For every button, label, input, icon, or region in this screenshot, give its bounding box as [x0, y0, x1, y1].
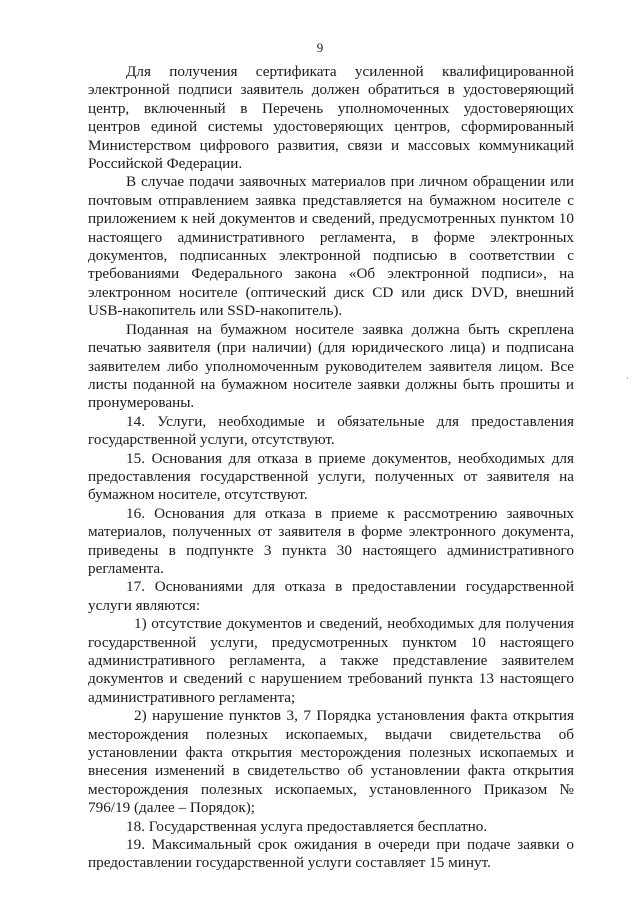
- clause-18: 18. Государственная услуга предоставляется бесплатно.: [126, 817, 488, 835]
- paragraph-paper-submission: В случае подачи заявочных материалов при личном обращении или почтовым отправлением заявка представляется на бумажном носителе с приложением к ней документов и сведений, предусмотренных пунктом 10 настоящего административного регламента, в форме электронных документов, подписанных электронной подписью в соответствии с требованиями Федерального закона «Об электронной подписи», на электронном носителе (оптический диск CD или диск DVD, внешний USB-накопитель или SSD-накопитель).: [88, 173, 574, 320]
- clause-15: 15. Основания для отказа в приеме документов, необходимых для предоставления государственной услуги, полученных от заявителя на бумажном носителе, отсутствуют.: [88, 449, 574, 504]
- clause-16: 16. Основания для отказа в приеме к рассмотрению заявочных материалов, полученных от заявителя в форме электронного документа, приведены в подпункте 3 пункта 30 настоящего административного регламента.: [88, 504, 574, 577]
- page-number: 9: [316, 40, 324, 55]
- clause-14: 14. Услуги, необходимые и обязательные для предоставления государственной услуги, отсутствуют.: [88, 412, 574, 449]
- document-body: [88, 63, 574, 873]
- clause-17-item-2: 2) нарушение пунктов 3, 7 Порядка установления факта открытия месторождения полезных ископаемых, выдачи свидетельства об установлении факта открытия месторождения полезных ископаемых и внесения изменений в свидетельство об установлении факта открытия месторождения полезных ископаемых, установленного Приказом № 796/19 (далее – Порядок);: [88, 707, 574, 817]
- clause-17-item-1: 1) отсутствие документов и сведений, необходимых для получения государственной услуги, предусмотренных пунктом 10 настоящего административного регламента, а также представление заявителем документов и сведений с нарушением требований пункта 13 настоящего административного регламента;: [88, 615, 574, 706]
- paragraph-paper-requirements: Поданная на бумажном носителе заявка должна быть скреплена печатью заявителя (при наличии) (для юридического лица) и подписана заявителем либо уполномоченным руководителем заявителя лицом. Все листы поданной на бумажном носителе заявки должны быть прошиты и пронумерованы.: [88, 320, 574, 412]
- scan-mark: ·: [626, 373, 629, 383]
- paragraph-certificate: Для получения сертификата усиленной квалифицированной электронной подписи заявитель должен обратиться в удостоверяющий центр, включенный в Перечень уполномоченных удостоверяющих центров единой системы удостоверяющих центров, сформированный Министерством цифрового развития, связи и массовых коммуникаций Российской Федерации.: [88, 63, 574, 173]
- clause-19: 19. Максимальный срок ожидания в очереди при подаче заявки о предоставлении государственной услуги составляет 15 минут.: [88, 836, 574, 872]
- clause-17: 17. Основаниями для отказа в предоставлении государственной услуги являются:: [88, 578, 574, 614]
